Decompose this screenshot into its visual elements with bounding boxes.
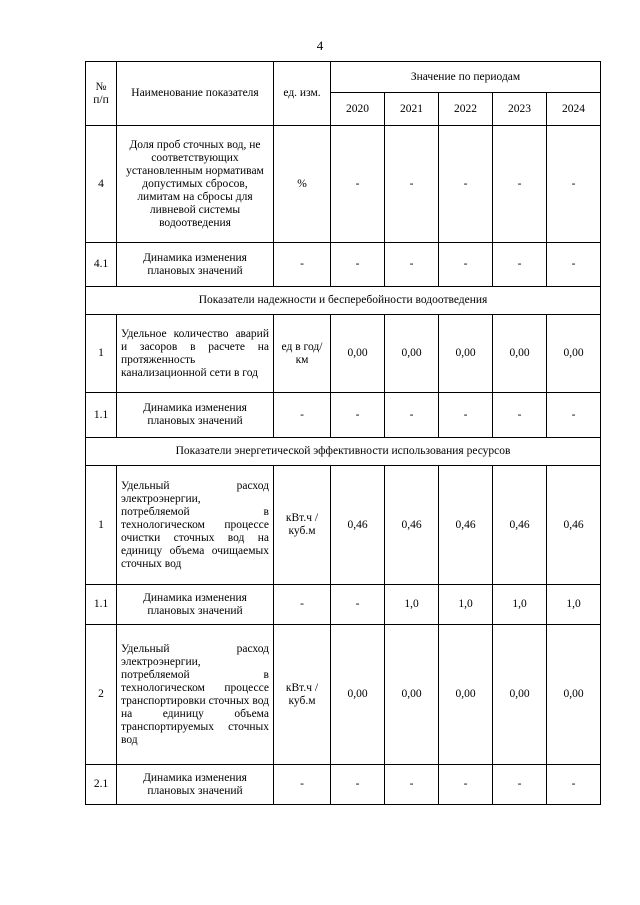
row-value: 0,00 — [439, 625, 493, 765]
row-value: - — [547, 393, 601, 438]
row-unit: - — [274, 393, 331, 438]
row-value: 1,0 — [547, 585, 601, 625]
row-value: - — [439, 393, 493, 438]
section-row — [86, 438, 601, 466]
table-row — [86, 393, 601, 438]
row-value: 0,00 — [547, 315, 601, 393]
row-value: - — [547, 243, 601, 287]
row-unit: ед в год/ км — [274, 315, 331, 393]
table-row — [86, 625, 601, 765]
row-num: 4.1 — [86, 243, 117, 287]
table-row — [86, 585, 601, 625]
header-year: 2023 — [493, 93, 547, 126]
row-value: - — [439, 243, 493, 287]
row-value: 0,00 — [331, 315, 385, 393]
row-unit: % — [274, 126, 331, 243]
row-value: 0,46 — [493, 466, 547, 585]
header-row-top — [86, 62, 601, 93]
indicators-table — [85, 61, 601, 805]
header-year: 2021 — [385, 93, 439, 126]
row-value: 0,00 — [385, 625, 439, 765]
row-unit: кВт.ч / куб.м — [274, 466, 331, 585]
row-num: 4 — [86, 126, 117, 243]
row-value: - — [385, 393, 439, 438]
row-num: 1.1 — [86, 393, 117, 438]
row-value: - — [331, 765, 385, 805]
table-row — [86, 315, 601, 393]
row-num: 1.1 — [86, 585, 117, 625]
header-name: Наименование показателя — [117, 62, 274, 126]
row-value: - — [439, 765, 493, 805]
row-value: 0,00 — [493, 625, 547, 765]
row-value: - — [547, 765, 601, 805]
row-value: 0,46 — [547, 466, 601, 585]
row-value: - — [385, 126, 439, 243]
header-year: 2022 — [439, 93, 493, 126]
row-value: - — [385, 765, 439, 805]
row-unit: - — [274, 585, 331, 625]
row-value: 0,46 — [385, 466, 439, 585]
row-value: 0,00 — [439, 315, 493, 393]
row-value: 0,00 — [547, 625, 601, 765]
section-row — [86, 287, 601, 315]
row-value: 0,00 — [385, 315, 439, 393]
row-value: - — [331, 393, 385, 438]
row-value: 1,0 — [439, 585, 493, 625]
row-unit: - — [274, 765, 331, 805]
row-name: Динамика изменения плановых значений — [117, 585, 274, 625]
row-value: - — [493, 393, 547, 438]
row-value: - — [547, 126, 601, 243]
table-body — [86, 62, 601, 805]
row-unit: кВт.ч / куб.м — [274, 625, 331, 765]
row-name: Динамика изменения плановых значений — [117, 243, 274, 287]
row-value: - — [385, 243, 439, 287]
row-name: Удельное количество аварий и засоров в расчете на протяженность канализационной сети в год — [117, 315, 274, 393]
row-name: Удельный расход электроэнергии, потребляемой в технологическом процессе очистки сточных вод на единицу объема очищаемых сточных вод — [117, 466, 274, 585]
table-row — [86, 243, 601, 287]
row-value: 1,0 — [385, 585, 439, 625]
row-num: 1 — [86, 315, 117, 393]
header-year: 2020 — [331, 93, 385, 126]
row-value: - — [493, 126, 547, 243]
row-value: - — [331, 126, 385, 243]
row-value: - — [439, 126, 493, 243]
row-value: - — [331, 243, 385, 287]
row-value: - — [493, 765, 547, 805]
row-unit: - — [274, 243, 331, 287]
row-num: 2 — [86, 625, 117, 765]
row-value: 1,0 — [493, 585, 547, 625]
row-num: 2.1 — [86, 765, 117, 805]
row-value: - — [331, 585, 385, 625]
row-value: 0,46 — [331, 466, 385, 585]
header-unit: ед. изм. — [274, 62, 331, 126]
row-num: 1 — [86, 466, 117, 585]
table-row — [86, 466, 601, 585]
row-value: 0,00 — [331, 625, 385, 765]
table-row — [86, 126, 601, 243]
row-name: Динамика изменения плановых значений — [117, 393, 274, 438]
row-name: Удельный расход электроэнергии, потребляемой в технологическом процессе транспортировки сточных вод на единицу объема транспортируемых сточных вод — [117, 625, 274, 765]
row-name: Доля проб сточных вод, не соответствующих установленным нормативам допустимых сбросов, лимитам на сбросы для ливневой системы водоотведения — [117, 126, 274, 243]
row-value: 0,00 — [493, 315, 547, 393]
header-year: 2024 — [547, 93, 601, 126]
header-num: № п/п — [86, 62, 117, 126]
table-row — [86, 765, 601, 805]
row-name: Динамика изменения плановых значений — [117, 765, 274, 805]
page-number: 4 — [316, 38, 324, 53]
header-periods: Значение по периодам — [331, 62, 601, 93]
row-value: - — [493, 243, 547, 287]
section-title: Показатели энергетической эффективности использования ресурсов — [86, 438, 601, 466]
section-title: Показатели надежности и бесперебойности водоотведения — [86, 287, 601, 315]
row-value: 0,46 — [439, 466, 493, 585]
